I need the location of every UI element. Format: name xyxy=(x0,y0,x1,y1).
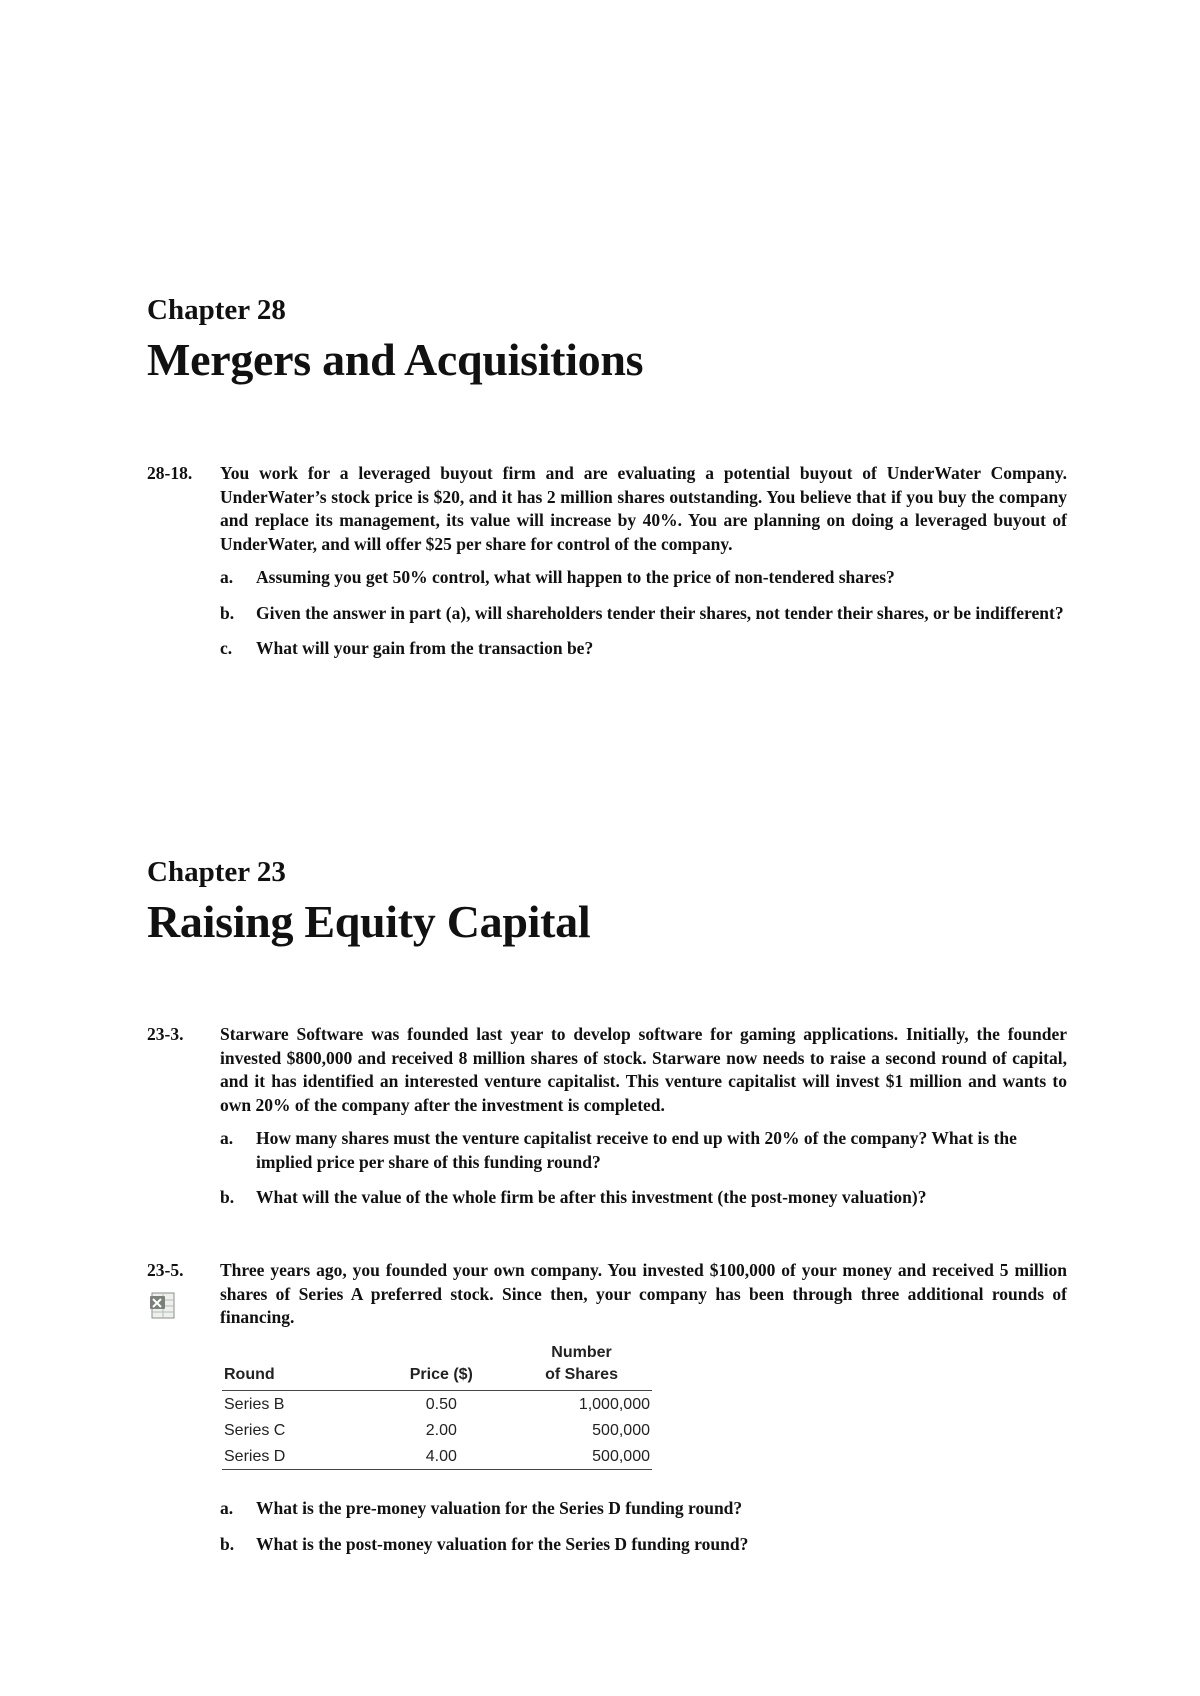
cell-round: Series B xyxy=(224,1396,285,1413)
problem-parts xyxy=(220,1497,1067,1556)
chapter-28-header xyxy=(147,296,1067,383)
cell-price: 2.00 xyxy=(425,1422,457,1439)
cell-price: 0.50 xyxy=(425,1396,457,1413)
chapter-title: Raising Equity Capital xyxy=(147,896,591,947)
cell-round: Series D xyxy=(224,1448,286,1465)
part-text: Assuming you get 50% control, what will happen to the price of non-tendered shares? xyxy=(256,567,895,587)
problem-23-3 xyxy=(147,1023,1067,1222)
part-text: Given the answer in part (a), will shareholders tender their shares, not tender their shares, or be indifferent? xyxy=(256,602,1064,623)
problem-text: You work for a leveraged buyout firm and are evaluating a potential buyout of UnderWater Company. UnderWater’s stock price is $20, and it has 2 million shares outstanding. You believe that if you buy the company and replace its management, its value will increase by 40%. You are planning on doing a leveraged buyout of UnderWater, and will offer $25 per share for control of the company. xyxy=(220,463,1067,554)
column-header-shares-line2: of Shares xyxy=(545,1366,618,1383)
part-letter: b. xyxy=(220,1187,235,1207)
part-text: What is the pre-money valuation for the Series D funding round? xyxy=(256,1498,743,1518)
problem-23-5-parts xyxy=(147,1497,1067,1568)
cell-shares: 500,000 xyxy=(592,1422,650,1439)
chapter-label: Chapter 28 xyxy=(147,294,286,326)
part-letter: a. xyxy=(220,1128,234,1148)
problem-part xyxy=(220,1533,1067,1557)
part-letter: a. xyxy=(220,1498,234,1518)
table-row xyxy=(222,1443,652,1470)
problem-number: 28-18. xyxy=(147,463,193,483)
cell-round: Series C xyxy=(224,1422,286,1439)
problem-parts xyxy=(220,1127,1067,1210)
column-header-price: Price ($) xyxy=(409,1366,473,1383)
problem-part xyxy=(220,1497,1067,1521)
part-text: What will the value of the whole firm be after this investment (the post-money valuation)? xyxy=(256,1187,927,1207)
chapter-23-header xyxy=(147,858,1067,945)
column-header-shares xyxy=(511,1342,652,1391)
part-letter: a. xyxy=(220,567,234,587)
chapter-label: Chapter 23 xyxy=(147,856,286,888)
part-text: What will your gain from the transaction be? xyxy=(256,638,594,658)
column-header-shares-line1: Number xyxy=(551,1344,612,1361)
column-header-round: Round xyxy=(224,1366,275,1383)
part-text: How many shares must the venture capitalist receive to end up with 20% of the company? What is the implied price per share of this funding round? xyxy=(256,1128,1017,1172)
problem-number: 23-5. xyxy=(147,1260,184,1280)
problem-part xyxy=(220,1127,1067,1174)
problem-number: 23-3. xyxy=(147,1024,184,1044)
cell-shares: 500,000 xyxy=(592,1448,650,1465)
problem-part xyxy=(220,566,1067,590)
problem-parts xyxy=(220,566,1067,661)
part-text: What is the post-money valuation for the Series D funding round? xyxy=(256,1533,749,1554)
problem-part xyxy=(220,602,1067,626)
problem-28-18 xyxy=(147,462,1067,673)
problem-text: Three years ago, you founded your own company. You invested $100,000 of your money and received 5 million shares of Series A preferred stock. Since then, your company has been through three additional rounds of financing. xyxy=(220,1260,1067,1327)
table-row xyxy=(222,1417,652,1443)
financing-rounds-table xyxy=(222,1342,652,1470)
problem-part xyxy=(220,1186,1067,1210)
table-row xyxy=(222,1391,652,1418)
spreadsheet-icon xyxy=(148,1290,178,1320)
problem-23-5 xyxy=(147,1259,1067,1330)
problem-part xyxy=(220,637,1067,661)
part-letter: b. xyxy=(220,602,235,623)
table-header-row xyxy=(222,1342,652,1391)
part-letter: c. xyxy=(220,638,233,658)
chapter-title: Mergers and Acquisitions xyxy=(147,334,644,385)
part-letter: b. xyxy=(220,1533,235,1554)
cell-price: 4.00 xyxy=(425,1448,457,1465)
cell-shares: 1,000,000 xyxy=(578,1396,650,1413)
problem-text: Starware Software was founded last year to develop software for gaming applications. Initially, the founder invested $800,000 and received 8 million shares of stock. Starware now needs to raise a second round of capital, and it has identified an interested venture capitalist. This venture capitalist will invest $1 million and wants to own 20% of the company after the investment is completed. xyxy=(220,1024,1067,1115)
